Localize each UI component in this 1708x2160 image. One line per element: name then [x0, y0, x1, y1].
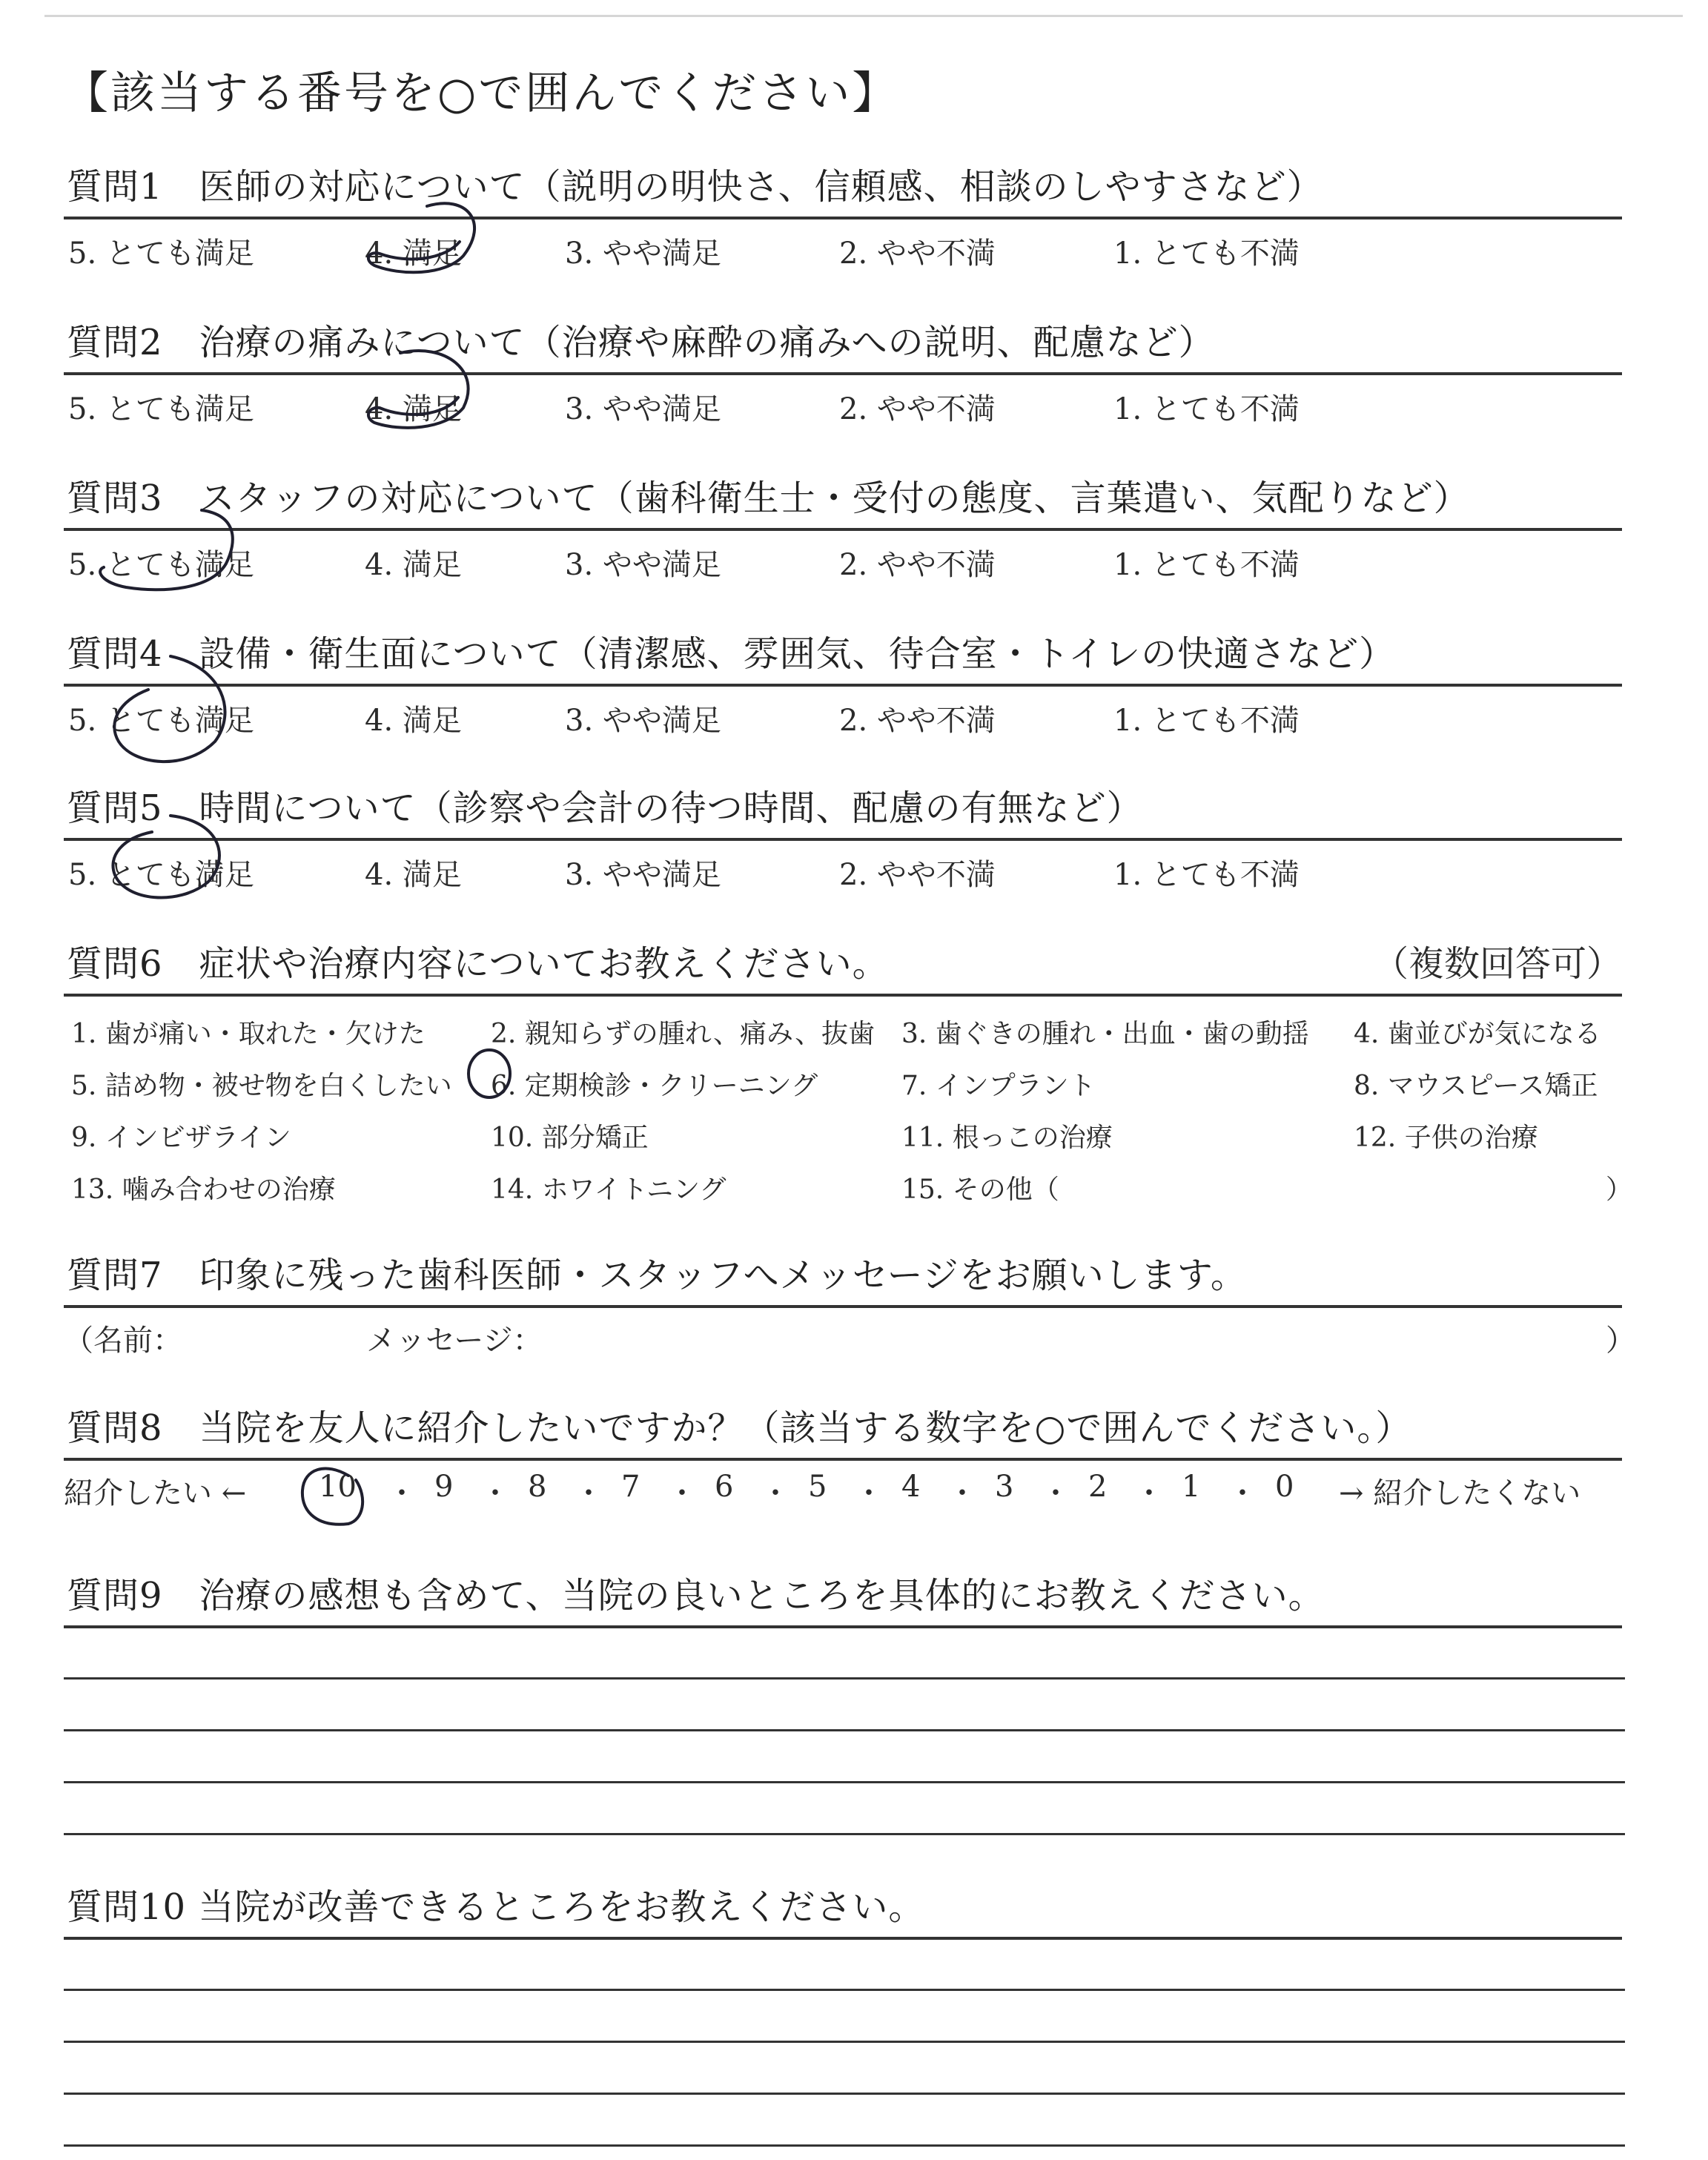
page-top-rule: [44, 15, 1683, 17]
treatment-option[interactable]: 2. 親知らずの腫れ、痛み、抜歯: [491, 1019, 875, 1049]
option-4[interactable]: 4. 満足: [365, 548, 462, 582]
scale-value-5[interactable]: 5: [808, 1470, 827, 1504]
scale-dot: ・: [1134, 1476, 1164, 1510]
question-text: 質問6 症状や治療内容についてお教えください。: [67, 943, 889, 985]
option-5[interactable]: 5. とても満足: [68, 704, 254, 738]
scale-dot: ・: [1041, 1476, 1070, 1510]
option-4[interactable]: 4. 満足: [365, 858, 462, 892]
answer-line[interactable]: [64, 2041, 1625, 2043]
option-2[interactable]: 2. やや不満: [839, 392, 996, 426]
treatment-option[interactable]: 6. 定期検診・クリーニング: [491, 1071, 818, 1101]
question-heading: [64, 165, 1622, 219]
scale-value-10[interactable]: 10: [319, 1470, 357, 1504]
question-heading: [64, 1573, 1622, 1628]
option-5[interactable]: 5. とても満足: [68, 392, 254, 426]
scale-dot: ・: [947, 1476, 977, 1510]
scale-value-7[interactable]: 7: [621, 1470, 640, 1504]
scale-value-6[interactable]: 6: [715, 1470, 734, 1504]
question-heading: [64, 942, 1622, 997]
message-row: [64, 1308, 1635, 1358]
rating-options: [64, 375, 1622, 426]
treatment-option[interactable]: 3. 歯ぐきの腫れ・出血・歯の動揺: [901, 1019, 1309, 1049]
scale-value-2[interactable]: 2: [1088, 1470, 1108, 1504]
option-2[interactable]: 2. やや不満: [839, 237, 996, 271]
option-1[interactable]: 1. とても不満: [1113, 548, 1300, 582]
treatment-option[interactable]: 7. インプラント: [901, 1071, 1096, 1101]
question-6: [64, 942, 1633, 1212]
treatment-option[interactable]: 12. 子供の治療: [1354, 1123, 1538, 1153]
answer-line[interactable]: [64, 1989, 1625, 1991]
question-2: [64, 320, 1622, 426]
scale-value-3[interactable]: 3: [995, 1470, 1014, 1504]
scale-right-label: → 紹介したくない: [1339, 1476, 1581, 1510]
option-3[interactable]: 3. やや満足: [565, 392, 721, 426]
treatment-options: [64, 997, 1633, 1212]
scale-value-1[interactable]: 1: [1182, 1470, 1201, 1504]
option-3[interactable]: 3. やや満足: [565, 858, 721, 892]
option-3[interactable]: 3. やや満足: [565, 548, 721, 582]
question-text: 質問2 治療の痛みについて（治療や麻酔の痛みへの説明、配慮など）: [67, 322, 1215, 363]
question-heading: [64, 1253, 1622, 1308]
multiple-answers-note: （複数回答可）: [1372, 943, 1622, 985]
treatment-option[interactable]: 5. 詰め物・被せ物を白くしたい: [71, 1071, 452, 1101]
question-9: [64, 1573, 1622, 1628]
option-4[interactable]: 4. 満足: [365, 392, 462, 426]
question-text: 質問1 医師の対応について（説明の明快さ、信頼感、相談のしやすさなど）: [67, 166, 1323, 208]
treatment-option[interactable]: 9. インビザライン: [71, 1123, 291, 1153]
scale-value-8[interactable]: 8: [528, 1470, 547, 1504]
question-heading: [64, 476, 1622, 531]
rating-options: [64, 531, 1622, 582]
option-5[interactable]: 5. とても満足: [68, 237, 254, 271]
question-7: [64, 1253, 1635, 1358]
question-5: [64, 786, 1622, 892]
option-4[interactable]: 4. 満足: [365, 237, 462, 271]
question-text: 質問7 印象に残った歯科医師・スタッフへメッセージをお願いします。: [67, 1255, 1247, 1296]
option-1[interactable]: 1. とても不満: [1113, 704, 1300, 738]
scale-dot: ・: [574, 1476, 603, 1510]
treatment-option[interactable]: 14. ホワイトニング: [491, 1175, 726, 1205]
scale-left-label: 紹介したい ←: [64, 1476, 247, 1510]
scale-dot: ・: [387, 1476, 417, 1510]
recommend-scale: [64, 1461, 1622, 1510]
message-field-label[interactable]: メッセージ：: [366, 1324, 543, 1358]
answer-line[interactable]: [64, 2144, 1625, 2147]
question-text: 質問9 治療の感想も含めて、当院の良いところを具体的にお教えください。: [67, 1575, 1325, 1616]
question-text: 質問3 スタッフの対応について（歯科衛生士・受付の態度、言葉遣い、気配りなど）: [67, 478, 1470, 519]
scale-value-9[interactable]: 9: [434, 1470, 454, 1504]
treatment-option[interactable]: 4. 歯並びが気になる: [1354, 1019, 1601, 1049]
option-4[interactable]: 4. 満足: [365, 704, 462, 738]
scale-dot: ・: [761, 1476, 790, 1510]
page-title: 【該当する番号を○で囲んでください】: [64, 67, 899, 119]
question-4: [64, 632, 1622, 738]
option-3[interactable]: 3. やや満足: [565, 704, 721, 738]
question-heading: [64, 786, 1622, 841]
rating-options: [64, 219, 1622, 271]
answer-line[interactable]: [64, 1781, 1625, 1783]
treatment-option[interactable]: 1. 歯が痛い・取れた・欠けた: [71, 1019, 426, 1049]
answer-line[interactable]: [64, 1729, 1625, 1731]
name-field-label[interactable]: （名前：: [64, 1324, 182, 1358]
answer-line[interactable]: [64, 1833, 1625, 1835]
option-2[interactable]: 2. やや不満: [839, 548, 996, 582]
question-heading: [64, 320, 1622, 375]
treatment-option[interactable]: 10. 部分矯正: [491, 1123, 649, 1153]
option-2[interactable]: 2. やや不満: [839, 858, 996, 892]
scale-dot: ・: [667, 1476, 697, 1510]
rating-options: [64, 687, 1622, 738]
treatment-option[interactable]: 8. マウスピース矯正: [1354, 1071, 1598, 1101]
question-3: [64, 476, 1622, 582]
question-heading: [64, 1885, 1622, 1940]
treatment-option-other[interactable]: 15. その他（: [901, 1175, 1059, 1205]
question-text: 質問8 当院を友人に紹介したいですか？（該当する数字を○で囲んでください。）: [67, 1407, 1412, 1449]
question-text: 質問5 時間について（診察や会計の待つ時間、配慮の有無など）: [67, 787, 1143, 829]
option-2[interactable]: 2. やや不満: [839, 704, 996, 738]
question-heading: [64, 1406, 1622, 1461]
answer-line[interactable]: [64, 1677, 1625, 1680]
scale-value-4[interactable]: 4: [901, 1470, 921, 1504]
message-close-paren: ）: [1606, 1324, 1635, 1358]
question-10: [64, 1885, 1622, 1940]
treatment-option[interactable]: 11. 根っこの治療: [901, 1123, 1113, 1153]
scale-dot: ・: [854, 1476, 884, 1510]
option-1[interactable]: 1. とても不満: [1113, 392, 1300, 426]
scale-dot: ・: [1228, 1476, 1257, 1510]
option-3[interactable]: 3. やや満足: [565, 237, 721, 271]
question-heading: [64, 632, 1622, 687]
scale-value-0[interactable]: 0: [1275, 1470, 1294, 1504]
option-5[interactable]: 5. とても満足: [68, 858, 254, 892]
answer-line[interactable]: [64, 2093, 1625, 2095]
question-8: [64, 1406, 1622, 1510]
question-text: 質問10 当院が改善できるところをお教えください。: [67, 1886, 925, 1928]
question-text: 質問4 設備・衛生面について（清潔感、雰囲気、待合室・トイレの快適さなど）: [67, 633, 1396, 675]
option-1[interactable]: 1. とても不満: [1113, 237, 1300, 271]
rating-options: [64, 841, 1622, 892]
option-5[interactable]: 5. とても満足: [68, 548, 254, 582]
option-1[interactable]: 1. とても不満: [1113, 858, 1300, 892]
other-close-paren: ）: [1606, 1175, 1633, 1205]
treatment-option[interactable]: 13. 噛み合わせの治療: [71, 1175, 336, 1205]
question-1: [64, 165, 1622, 271]
scale-dot: ・: [480, 1476, 510, 1510]
